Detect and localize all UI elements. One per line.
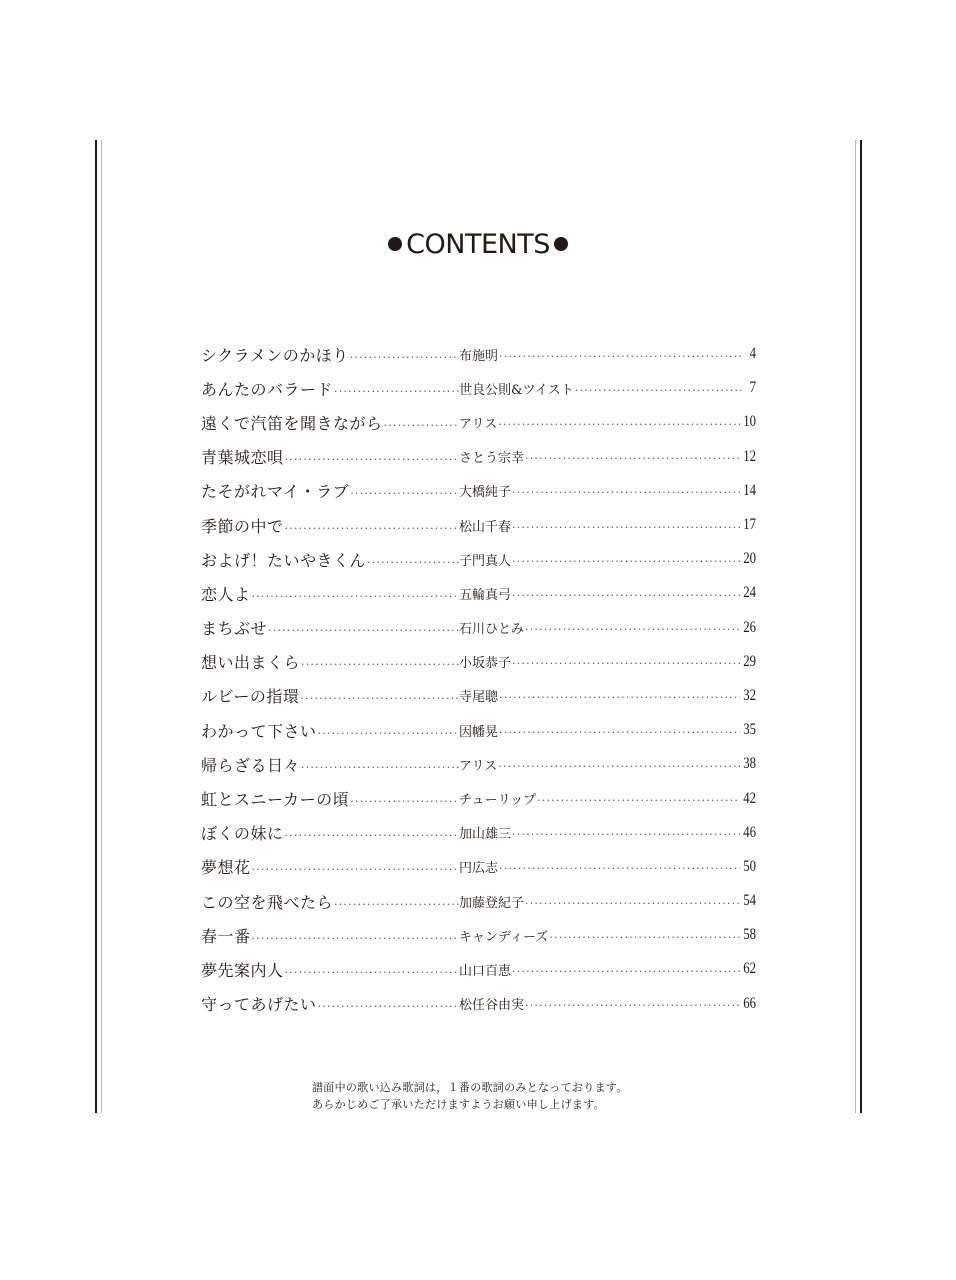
song-segment [201,992,459,1015]
toc-entry[interactable] [201,884,756,918]
toc-entry[interactable] [201,611,756,645]
page-number: 26 [743,618,756,636]
artist-name: 五輪真弓 [459,587,512,603]
page-number: 10 [743,413,756,431]
song-segment [201,890,459,913]
artist-name: チューリップ [459,793,537,809]
artist-name: アリス [459,416,498,432]
dot-leader [512,657,740,670]
song-title: あんたのバラード [201,379,334,399]
bullet-dot-icon [554,237,568,251]
page-number: 38 [743,755,756,773]
dot-leader [301,658,459,671]
page-number: 7 [749,379,756,397]
dot-leader [334,898,459,911]
artist-name: キャンディーズ [459,929,549,945]
toc-entry[interactable] [201,508,756,542]
artist-segment [459,755,740,774]
left-border-thin-rule [101,140,102,1113]
right-border-thick-rule [860,140,862,1113]
dot-leader [367,556,459,569]
dot-leader [268,624,459,637]
page-number: 14 [743,481,756,499]
song-segment [201,548,459,571]
artist-name: アリス [459,758,498,774]
toc-entry[interactable] [201,713,756,747]
dot-leader [334,385,459,398]
song-title: 青葉城恋唄 [201,448,284,468]
song-title: 虹とスニーカーの頃 [201,790,350,810]
song-title: 季節の中で [201,516,284,536]
dot-leader [300,692,459,705]
left-border-thick-rule [95,140,97,1113]
song-title: 夢想花 [201,858,251,878]
song-segment [201,719,459,742]
artist-segment [459,516,740,535]
page-number: 20 [743,550,756,568]
artist-segment [459,550,740,569]
toc-entry[interactable] [201,645,756,679]
artist-segment [459,823,740,842]
dot-leader [318,1000,459,1013]
dot-leader [512,828,740,841]
song-segment [201,855,459,878]
song-segment [201,684,459,707]
toc-entry[interactable] [201,542,756,576]
table-of-contents [201,337,756,1021]
song-segment [201,958,459,981]
dot-leader [575,384,742,397]
toc-entry[interactable] [201,371,756,405]
song-title: ルビーの指環 [201,687,300,707]
artist-name: 松山千春 [459,519,512,535]
dot-leader [498,418,740,431]
dot-leader [301,761,459,774]
page-number: 66 [743,994,756,1012]
artist-name: 寺尾聰 [459,690,499,706]
lyrics-note-line-2: あらかじめご了承いただけますようお願い申し上げます。 [312,1098,605,1111]
artist-name: 円広志 [459,861,499,877]
artist-segment [459,926,740,945]
artist-segment [459,652,740,671]
song-title: 夢先案内人 [201,960,284,980]
page-number: 54 [743,892,756,910]
dot-leader [537,794,740,807]
dot-leader [318,727,459,740]
dot-leader [525,452,740,465]
artist-segment [459,721,740,740]
page-number: 24 [743,584,756,602]
dot-leader [499,726,740,739]
dot-leader [512,521,740,534]
artist-name: 子門真人 [459,553,512,569]
song-title: 守ってあげたい [201,995,317,1015]
artist-segment [459,960,740,979]
song-title: およげ！たいやきくん [201,550,367,570]
page-number: 4 [749,345,756,363]
song-title: ぼくの妹に [201,824,284,844]
song-title: 帰らざる日々 [201,755,301,775]
dot-leader [350,795,459,808]
right-border-thin-rule [855,140,856,1113]
song-segment [201,787,459,810]
artist-segment [459,584,740,603]
artist-name: 松任谷由実 [459,998,525,1014]
page-number: 58 [743,926,756,944]
song-segment [201,650,459,673]
artist-segment [459,994,740,1013]
song-title: 遠くで汽笛を聞きながら [201,413,383,433]
dot-leader [525,897,740,910]
song-title: この空を飛べたら [201,892,334,912]
dot-leader [384,419,459,432]
song-segment [201,821,459,844]
dot-leader [512,965,740,978]
toc-entry[interactable] [201,781,756,815]
song-segment [201,924,459,947]
toc-entry[interactable] [201,918,756,952]
toc-entry[interactable] [201,816,756,850]
song-title: 想い出まくら [201,653,301,673]
dot-leader [350,487,459,500]
dot-leader [285,966,459,979]
dot-leader [498,760,740,773]
page-number: 46 [743,823,756,841]
song-segment [201,616,459,639]
artist-segment [459,345,742,364]
song-segment [201,343,459,366]
song-title: たそがれマイ・ラブ [201,482,350,502]
page-number: 12 [743,447,756,465]
page-number: 62 [743,960,756,978]
artist-name: 世良公則&ツイスト [459,382,574,398]
song-title: 春一番 [201,926,251,946]
page-number: 42 [743,789,756,807]
artist-segment [459,413,740,432]
artist-name: 山口百恵 [459,963,512,979]
dot-leader [350,351,459,364]
song-segment [201,479,459,502]
toc-entry[interactable] [201,747,756,781]
dot-leader [512,555,740,568]
artist-name: 加藤登紀子 [459,895,525,911]
toc-entry[interactable] [201,987,756,1021]
artist-segment [459,481,740,500]
artist-segment [459,686,740,705]
toc-entry[interactable] [201,850,756,884]
song-segment [201,582,459,605]
page-title [0,228,956,262]
dot-leader [525,999,740,1012]
artist-segment [459,379,742,398]
dot-leader [252,932,459,945]
toc-entry[interactable] [201,337,756,371]
artist-segment [459,892,740,911]
song-segment [201,377,459,400]
dot-leader [525,623,740,636]
dot-leader [285,829,459,842]
toc-entry[interactable] [201,576,756,610]
toc-entry[interactable] [201,474,756,508]
artist-name: 加山雄三 [459,827,512,843]
dot-leader [499,862,740,875]
page-number: 17 [743,516,756,534]
artist-name: 布施明 [459,348,499,364]
artist-segment [459,447,740,466]
toc-entry[interactable] [201,952,756,986]
dot-leader [499,350,742,363]
bullet-dot-icon [388,237,402,251]
dot-leader [252,863,459,876]
song-title: まちぶせ [201,619,268,639]
artist-segment [459,857,740,876]
song-segment [201,411,459,434]
artist-name: 小坂恭子 [459,656,512,672]
song-segment [201,514,459,537]
artist-segment [459,789,740,808]
page-number: 35 [743,721,756,739]
dot-leader [499,691,740,704]
song-title: わかって下さい [201,721,317,741]
song-title: 恋人よ [201,584,251,604]
dot-leader [285,522,459,535]
page-number: 50 [743,857,756,875]
lyrics-note-line-1: 譜面中の歌い込み歌詞は，１番の歌詞のみとなっております。 [312,1081,628,1094]
artist-segment [459,618,740,637]
page-number: 29 [743,652,756,670]
song-segment [201,445,459,468]
dot-leader [252,590,459,603]
dot-leader [285,453,459,466]
toc-entry[interactable] [201,679,756,713]
artist-name: 石川ひとみ [459,622,525,638]
artist-name: 因幡晃 [459,724,499,740]
page-title-text: CONTENTS [406,229,550,260]
dot-leader [512,486,740,499]
page-number: 32 [743,686,756,704]
toc-entry[interactable] [201,440,756,474]
artist-name: 大橋純子 [459,485,512,501]
toc-entry[interactable] [201,405,756,439]
dot-leader [512,589,740,602]
dot-leader [549,931,740,944]
lyrics-note [312,1079,628,1113]
artist-name: さとう宗幸 [459,451,525,467]
song-title: シクラメンのかほり [201,345,349,365]
song-segment [201,753,459,776]
